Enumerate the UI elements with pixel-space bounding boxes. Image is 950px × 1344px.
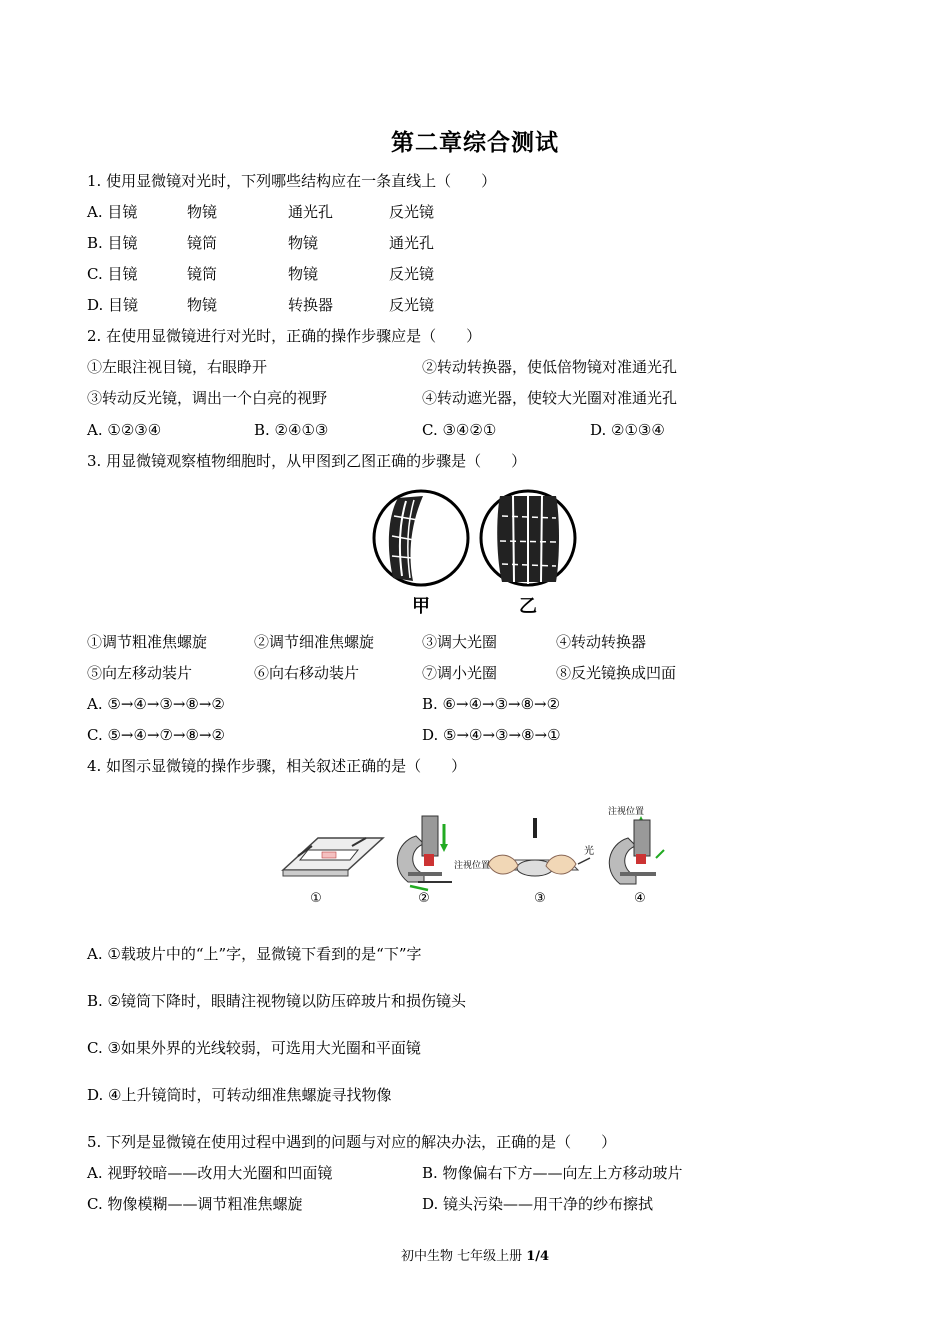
question-3-step: ④转动转换器 [556,633,647,651]
figure-label-3: ③ [534,891,546,906]
question-2-step: ①左眼注视目镜，右眼睁开 [87,358,268,376]
microscope-steps-figure [278,798,673,906]
question-3-step: ③调大光圈 [422,633,498,651]
question-2-stem: 2. 在使用显微镜进行对光时，正确的操作步骤应是（ ） [87,327,482,345]
question-3-option-d: D. ⑤→④→③→⑧→① [422,726,561,744]
question-3-step: ①调节粗准焦螺旋 [87,633,208,651]
step-3-adjust-mirror [488,818,590,876]
question-1-stem: 1. 使用显微镜对光时，下列哪些结构应在一条直线上（ ） [87,172,497,190]
question-4-stem: 4. 如图示显微镜的操作步骤，相关叙述正确的是（ ） [87,757,467,775]
question-5-option-b: B. 物像偏右下方——向左上方移动玻片 [422,1164,683,1182]
question-4-option-d: D. ④上升镜筒时，可转动细准焦螺旋寻找物像 [87,1086,392,1104]
page-title: 第二章综合测试 [391,129,559,156]
question-3-step: ⑥向右移动装片 [254,664,360,682]
option-term: 物镜 [288,265,319,283]
question-2-option-c: C. ③④②① [422,421,497,439]
view-jia-circle [374,491,468,585]
option-term: 物镜 [187,203,218,221]
question-2-option-b: B. ②④①③ [254,421,329,439]
footer-course: 初中生物 七年级上册 [400,1249,523,1264]
question-3-option-c: C. ⑤→④→⑦→⑧→② [87,726,225,744]
question-3-stem: 3. 用显微镜观察植物细胞时，从甲图到乙图正确的步骤是（ ） [87,452,527,470]
question-3-step: ②调节细准焦螺旋 [254,633,375,651]
question-3-step: ⑤向左移动装片 [87,664,193,682]
question-5-option-d: D. 镜头污染——用干净的纱布擦拭 [422,1195,654,1213]
option-label: B. 目镜 [87,234,138,252]
question-2-step: ②转动转换器，使低倍物镜对准通光孔 [422,358,678,376]
figure-label-1: ① [310,891,322,906]
question-2-step: ④转动遮光器，使较大光圈对准通光孔 [422,389,678,407]
option-term: 反光镜 [389,203,435,221]
option-term: 物镜 [288,234,319,252]
cell-view-figure [368,486,588,620]
question-3-step: ⑧反光镜换成凹面 [556,664,677,682]
option-term: 通光孔 [389,234,435,252]
view-yi-circle [481,491,575,585]
figure-label-4: ④ [634,891,646,906]
question-2-option-a: A. ①②③④ [87,421,162,439]
option-label: A. 目镜 [87,203,138,221]
option-term: 物镜 [187,296,218,314]
step-1-stage-slide [283,838,383,876]
option-term: 镜筒 [187,265,218,283]
question-4-option-a: A. ①载玻片中的“上”字，显微镜下看到的是“下”字 [87,945,422,963]
figure-label-2: ② [418,891,430,906]
option-label: C. 目镜 [87,265,138,283]
question-2-step: ③转动反光镜，调出一个白亮的视野 [87,389,328,407]
option-term: 镜筒 [187,234,218,252]
light-label: 光 [584,846,594,857]
step-4-raise-tube [606,806,664,884]
option-term: 通光孔 [288,203,334,221]
question-5-option-c: C. 物像模糊——调节粗准焦螺旋 [87,1195,303,1213]
question-3-option-a: A. ⑤→④→③→⑧→② [87,695,225,713]
footer-page-number: 1/4 [526,1249,550,1264]
question-3-step: ⑦调小光圈 [422,664,498,682]
step-2-lower-tube [397,816,452,890]
question-4-option-b: B. ②镜筒下降时，眼睛注视物镜以防压碎玻片和损伤镜头 [87,992,467,1010]
question-4-option-c: C. ③如果外界的光线较弱，可选用大光圈和平面镜 [87,1039,421,1057]
option-term: 转换器 [288,296,334,314]
page-footer [0,1245,950,1264]
label-jia: 甲 [412,596,430,617]
gaze-position-label: 注视位置 [454,861,491,871]
option-term: 反光镜 [389,296,435,314]
question-5-option-a: A. 视野较暗——改用大光圈和凹面镜 [87,1164,333,1182]
question-2-option-d: D. ②①③④ [590,421,665,439]
question-3-option-b: B. ⑥→④→③→⑧→② [422,695,561,713]
label-yi: 乙 [519,596,537,617]
option-term: 反光镜 [389,265,435,283]
question-5-stem: 5. 下列是显微镜在使用过程中遇到的问题与对应的解决办法，正确的是（ ） [87,1133,617,1151]
gaze-position-label: 注视位置 [608,807,645,817]
option-label: D. 目镜 [87,296,139,314]
